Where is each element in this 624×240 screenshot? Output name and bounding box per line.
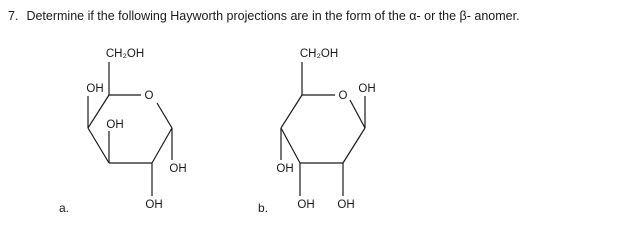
label-c1-oh-a: OH	[169, 163, 187, 175]
label-c3-oh-a: OH	[106, 119, 124, 131]
label-c3-oh-b: OH	[297, 199, 315, 211]
label-ch2oh-a: CH₂OH	[105, 48, 145, 60]
ring-bond-o-c1	[350, 100, 365, 128]
label-ring-oxygen-a: O	[144, 90, 154, 102]
label-c2-oh-a: OH	[145, 199, 163, 211]
label-c4-oh-a: OH	[86, 83, 104, 95]
question-number: 7.	[8, 9, 19, 23]
ring-bond-c4-c5	[281, 95, 302, 128]
label-c4-oh-b: OH	[276, 163, 294, 175]
label-c1-oh-b: OH	[358, 83, 376, 95]
ring-bond-c3-c4	[281, 128, 300, 163]
part-label-a: a.	[59, 201, 70, 215]
ring-bond-c1-c2	[152, 128, 172, 163]
ring-bond-c3-c4	[88, 128, 109, 163]
part-label-b: b.	[258, 201, 269, 215]
label-c2-oh-b: OH	[337, 199, 355, 211]
structure-a	[59, 48, 187, 215]
structure-b	[258, 48, 376, 215]
label-ch2oh-b: CH₂OH	[299, 48, 339, 60]
question-body: Determine if the following Hayworth projections are in the form of the α- or the β- anomer.	[26, 9, 520, 23]
label-ring-oxygen-b: O	[338, 90, 348, 102]
ring-bond-c1-c2	[343, 128, 365, 163]
ring-bond-o-c1	[157, 103, 172, 128]
